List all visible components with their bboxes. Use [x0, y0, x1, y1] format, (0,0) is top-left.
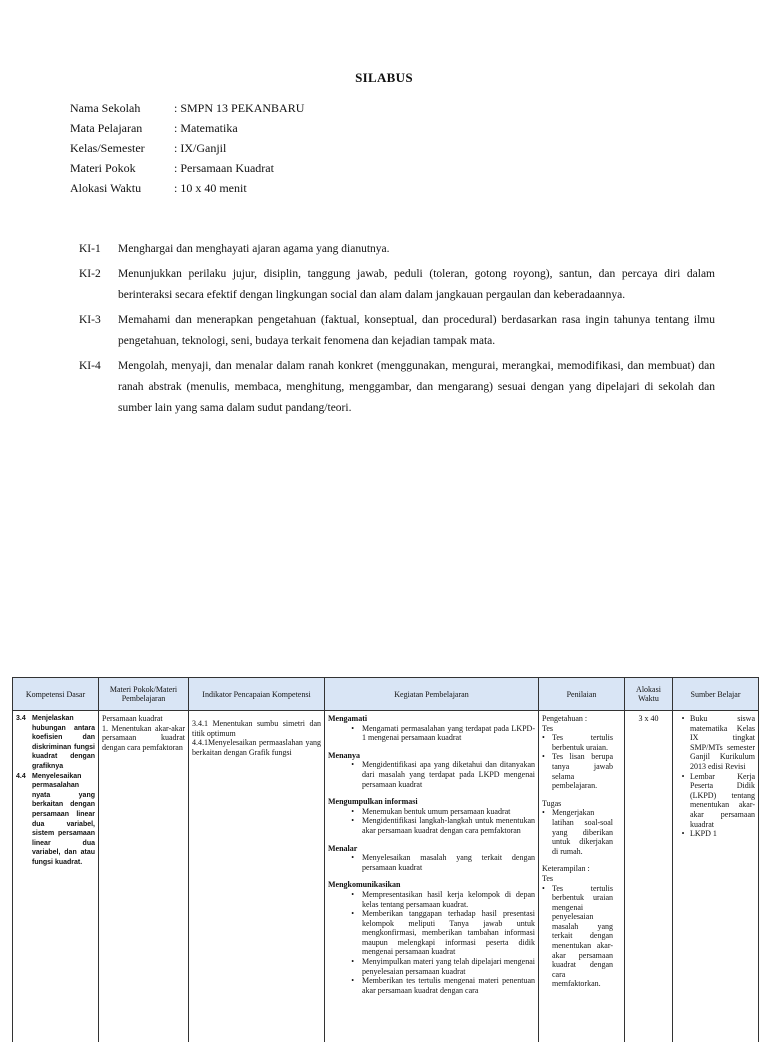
header-indikator: Indikator Pencapaian Kompetensi [189, 678, 325, 711]
kegiatan-section [328, 797, 535, 835]
ki-item [79, 239, 715, 260]
bullet-icon: • [542, 808, 552, 856]
cell-sumber [673, 711, 759, 1042]
bullet-icon: • [328, 816, 362, 835]
kegiatan-section [328, 751, 535, 789]
bullet-icon: • [542, 752, 552, 790]
kegiatan-item [328, 816, 535, 835]
kegiatan-item [328, 807, 535, 817]
penilaian-item [542, 808, 621, 856]
sumber-item [676, 772, 755, 830]
sumber-text: Buku siswa matematika Kelas IX tingkat SMP/MTs semester Ganjil Kurikulum 2013 edisi Revisi [690, 714, 755, 772]
ki-text: Mengolah, menyaji, dan menalar dalam ranah konkret (menggunakan, mengurai, merangkai, memodifikasi, dan membuat) dan ranah abstrak (menulis, membaca, menghitung, menggambar, dan mengarang) sesuai dengan yang dipelajari di sekolah dan sumber lain yang sama dalam sudut pandang/teori. [118, 356, 715, 419]
kegiatan-text: Mengidentifikasi apa yang diketahui dan ditanyakan dari masalah yang terdapat pada LKPD mengenai persamaan kuadrat [362, 760, 535, 789]
kd-text: Menjelaskan hubungan antara koefisien dan diskriminan fungsi kuadrat dengan grafiknya [32, 714, 95, 772]
kegiatan-text: Mengidentifikasi langkah-langkah untuk menentukan akar persamaan kuadrat dengan cara pemfaktoran [362, 816, 535, 835]
kegiatan-heading: Mengkomunikasikan [328, 880, 535, 890]
sumber-item [676, 714, 755, 772]
cell-penilaian [539, 711, 625, 1042]
bullet-icon: • [328, 760, 362, 789]
penilaian-sub: Tes [542, 724, 621, 734]
penilaian-item [542, 884, 621, 990]
header-kompetensi-dasar: Kompetensi Dasar [13, 678, 99, 711]
ki-item [79, 356, 715, 419]
core-competencies [79, 239, 715, 423]
kegiatan-item [328, 760, 535, 789]
page-title: SILABUS [0, 70, 768, 86]
kegiatan-heading: Mengumpulkan informasi [328, 797, 535, 807]
ki-text: Memahami dan menerapkan pengetahuan (faktual, konseptual, dan procedural) berdasarkan rasa ingin tahunya tentang ilmu pengetahuan, teknologi, seni, budaya terkait fenomena dan kejadian tampak mata. [118, 310, 715, 352]
kegiatan-item [328, 909, 535, 957]
kegiatan-heading: Mengamati [328, 714, 535, 724]
ki-code: KI-2 [79, 264, 118, 306]
kegiatan-item [328, 890, 535, 909]
ki-item [79, 310, 715, 352]
penilaian-item [542, 733, 621, 752]
penilaian-item [542, 752, 621, 790]
penilaian-text: Tes lisan berupa tanya jawab selama pembelajaran. [552, 752, 621, 790]
header-kegiatan: Kegiatan Pembelajaran [325, 678, 539, 711]
bullet-icon: • [676, 829, 690, 839]
indikator-item: 4.4.1Menyelesaikan permaaslahan yang berkaitan dengan Grafik fungsi [192, 738, 321, 757]
info-value: : Persamaan Kuadrat [174, 160, 274, 180]
kegiatan-text: Mengamati permasalahan yang terdapat pada LKPD-1 mengenai persamaan kuadrat [362, 724, 535, 743]
penilaian-heading: Pengetahuan : [542, 714, 621, 724]
cell-kegiatan [325, 711, 539, 1042]
info-label: Kelas/Semester [70, 140, 174, 160]
info-value: : Matematika [174, 120, 238, 140]
kegiatan-text: Menyimpulkan materi yang telah dipelajari mengenai penyelesaian persamaan kuadrat [362, 957, 535, 976]
info-row-topic [70, 160, 304, 180]
info-label: Alokasi Waktu [70, 180, 174, 200]
header-sumber: Sumber Belajar [673, 678, 759, 711]
ki-code: KI-1 [79, 239, 118, 260]
bullet-icon: • [328, 853, 362, 872]
penilaian-heading: Keterampilan : [542, 864, 621, 874]
info-row-school [70, 100, 304, 120]
sumber-text: LKPD 1 [690, 829, 755, 839]
penilaian-section [542, 714, 621, 791]
bullet-icon: • [542, 733, 552, 752]
kd-number: 4.4 [16, 772, 32, 868]
info-value: : 10 x 40 menit [174, 180, 247, 200]
kd-text: Menyelesaikan permasalahan nyata yang berkaitan dengan persamaan linear dua variabel, sistem persamaan linear dua variabel, dan atau fungsi kuadrat. [32, 772, 95, 868]
ki-text: Menghargai dan menghayati ajaran agama yang dianutnya. [118, 239, 715, 260]
ki-item [79, 264, 715, 306]
sumber-text: Lembar Kerja Peserta Didik (LKPD) tentang menentukan akar-akar persamaan kuadrat [690, 772, 755, 830]
kegiatan-text: Memberikan tanggapan terhadap hasil presentasi kelompok meliputi Tanya jawab untuk mengkonfirmasi, memberikan tambahan informasi maupun melengkapi informasi peserta didik mengenai persamaan kuadrat [362, 909, 535, 957]
kd-number: 3.4 [16, 714, 32, 772]
cell-indikator [189, 711, 325, 1042]
kd-item [16, 772, 95, 868]
materi-item: 1. Menentukan akar-akar persamaan kuadrat dengan cara pemfaktoran [102, 724, 185, 753]
info-label: Materi Pokok [70, 160, 174, 180]
info-label: Mata Pelajaran [70, 120, 174, 140]
penilaian-section [542, 864, 621, 989]
penilaian-text: Tes tertulis berbentuk uraian. [552, 733, 621, 752]
table-row [13, 711, 759, 1042]
bullet-icon: • [328, 957, 362, 976]
info-label: Nama Sekolah [70, 100, 174, 120]
table-header-row [13, 678, 759, 711]
bullet-icon: • [676, 772, 690, 830]
kegiatan-section [328, 880, 535, 995]
cell-materi [99, 711, 189, 1042]
kegiatan-item [328, 724, 535, 743]
bullet-icon: • [328, 807, 362, 817]
bullet-icon: • [542, 884, 552, 990]
identity-block [70, 100, 304, 200]
indikator-item: 3.4.1 Menentukan sumbu simetri dan titik optimum [192, 719, 321, 738]
sumber-item [676, 829, 755, 839]
kegiatan-item [328, 957, 535, 976]
kegiatan-text: Memberikan tes tertulis mengenai materi penentuan akar persamaan kuadrat dengan cara [362, 976, 535, 995]
syllabus-table [12, 677, 759, 1042]
kegiatan-heading: Menalar [328, 844, 535, 854]
kegiatan-text: Mempresentasikan hasil kerja kelompok di depan kelas tentang persamaan kuadrat. [362, 890, 535, 909]
kegiatan-text: Menemukan bentuk umum persamaan kuadrat [362, 807, 535, 817]
bullet-icon: • [676, 714, 690, 772]
alokasi-value: 3 x 40 [639, 714, 659, 723]
header-alokasi: Alokasi Waktu [625, 678, 673, 711]
kegiatan-text: Menyelesaikan masalah yang terkait dengan persamaan kuadrat [362, 853, 535, 872]
header-penilaian: Penilaian [539, 678, 625, 711]
info-row-subject [70, 120, 304, 140]
penilaian-sub: Tes [542, 874, 621, 884]
bullet-icon: • [328, 890, 362, 909]
bullet-icon: • [328, 909, 362, 957]
ki-code: KI-4 [79, 356, 118, 419]
header-materi: Materi Pokok/Materi Pembelajaran [99, 678, 189, 711]
penilaian-section [542, 799, 621, 857]
materi-title: Persamaan kuadrat [102, 714, 185, 724]
kegiatan-section [328, 844, 535, 873]
penilaian-heading: Tugas [542, 799, 621, 809]
cell-alokasi [625, 711, 673, 1042]
info-value: : IX/Ganjil [174, 140, 226, 160]
kegiatan-item [328, 853, 535, 872]
info-value: : SMPN 13 PEKANBARU [174, 100, 304, 120]
cell-kompetensi-dasar [13, 711, 99, 1042]
bullet-icon: • [328, 976, 362, 995]
kegiatan-heading: Menanya [328, 751, 535, 761]
ki-code: KI-3 [79, 310, 118, 352]
info-row-class [70, 140, 304, 160]
penilaian-text: Tes tertulis berbentuk uraian mengenai penyelesaian masalah yang terkait dengan menentukan akar-akar persamaan kuadrat dengan cara memfaktorkan. [552, 884, 621, 990]
kd-item [16, 714, 95, 772]
kegiatan-item [328, 976, 535, 995]
penilaian-text: Mengerjakan latihan soal-soal yang diberikan untuk dikerjakan di rumah. [552, 808, 621, 856]
kegiatan-section [328, 714, 535, 743]
ki-text: Menunjukkan perilaku jujur, disiplin, tanggung jawab, peduli (toleran, gotong royong), santun, dan percaya diri dalam berinteraksi secara efektif dengan lingkungan social dan alam dalam jangkauan pergaulan dan keberadaannya. [118, 264, 715, 306]
bullet-icon: • [328, 724, 362, 743]
info-row-time [70, 180, 304, 200]
